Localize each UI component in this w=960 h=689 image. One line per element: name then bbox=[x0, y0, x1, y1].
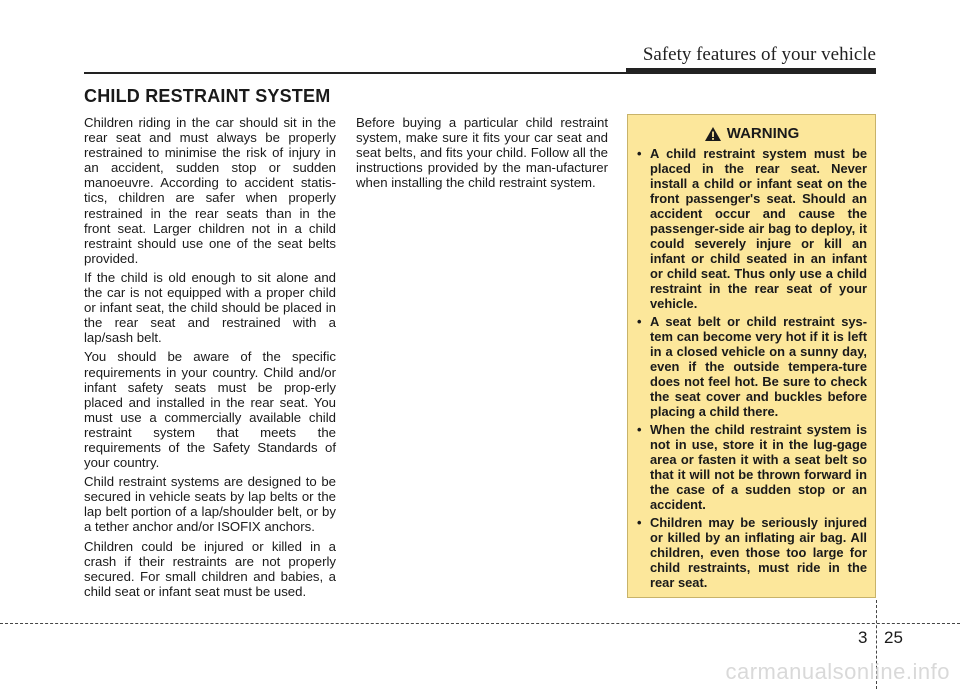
warning-item bbox=[636, 515, 867, 590]
warning-title: WARNING bbox=[726, 125, 800, 142]
warning-heading bbox=[636, 125, 867, 142]
header-rule-accent bbox=[626, 68, 876, 74]
bullet: • bbox=[637, 515, 642, 530]
section-title: CHILD RESTRAINT SYSTEM bbox=[84, 86, 331, 106]
warning-item bbox=[636, 422, 867, 512]
warning-item-text: Children may be seriously injured or killed by an inflating air bag. All children, even those too large for child restraints, must ride in the rear seat. bbox=[650, 515, 867, 590]
warning-list bbox=[636, 146, 867, 590]
warning-triangle-icon bbox=[704, 126, 722, 142]
warning-item-text: A seat belt or child restraint sys-tem can become very hot if it is left in a closed vehicle on a sunny day, even if the outside tempera-ture does not feel hot. Be sure to check the seat cover and buckles before placing a child there. bbox=[650, 314, 867, 419]
warning-item-text: A child restraint system must be placed in the rear seat. Never install a child or infant seat on the front passenger's seat. Should an accident occur and cause the passenger-side air bag to deploy, it could severely injure or kill an infant or child seated in an infant or child seat. Thus only use a child restraint in the rear seat of your vehicle. bbox=[650, 146, 867, 311]
paragraph: Before buying a particular child restraint system, make sure it fits your car seat and seat belts, and fits your child. Follow all the instructions provided by the man-ufacturer when installing the child restraint system. bbox=[356, 115, 608, 191]
bullet: • bbox=[637, 314, 642, 329]
watermark: carmanualsonline.info bbox=[725, 659, 950, 684]
bullet: • bbox=[637, 422, 642, 437]
paragraph: You should be aware of the specific requirements in your country. Child and/or infant safety seats must be prop-erly placed and installed in the rear seat. You must use a commercially available child restraint system that meets the requirements of the Safety Standards of your country. bbox=[84, 349, 336, 471]
warning-item-text: When the child restraint system is not in use, store it in the lug-gage area or fasten it with a seat belt so that it will not be thrown forward in the case of a sudden stop or an accident. bbox=[650, 422, 867, 512]
footer-rule bbox=[0, 623, 960, 624]
bullet: • bbox=[637, 146, 642, 161]
warning-item bbox=[636, 146, 867, 311]
paragraph: Children could be injured or killed in a crash if their restraints are not properly secured. For small children and babies, a child seat or infant seat must be used. bbox=[84, 538, 336, 599]
body-column-middle bbox=[356, 115, 608, 194]
paragraph: If the child is old enough to sit alone and the car is not equipped with a proper child or infant seat, the child should be placed in the rear seat and restrained with a lap/sash belt. bbox=[84, 269, 336, 346]
page-number: 25 bbox=[884, 628, 903, 647]
paragraph: Child restraint systems are designed to be secured in vehicle seats by lap belts or the lap belt portion of a lap/shoulder belt, or by a tether anchor and/or ISOFIX anchors. bbox=[84, 474, 336, 535]
header-title: Safety features of your vehicle bbox=[642, 44, 876, 65]
body-column-left bbox=[84, 115, 336, 603]
warning-box bbox=[627, 114, 876, 598]
chapter-number: 3 bbox=[858, 628, 868, 647]
paragraph: Children riding in the car should sit in the rear seat and must always be properly restrained to minimise the risk of injury in an accident, sudden stop or sudden manoeuvre. According to accident statis-tics, children are safer when properly restrained in the rear seats than in the front seat. Larger children not in a child restraint should use one of the seat belts provided. bbox=[84, 115, 336, 266]
warning-item bbox=[636, 314, 867, 419]
